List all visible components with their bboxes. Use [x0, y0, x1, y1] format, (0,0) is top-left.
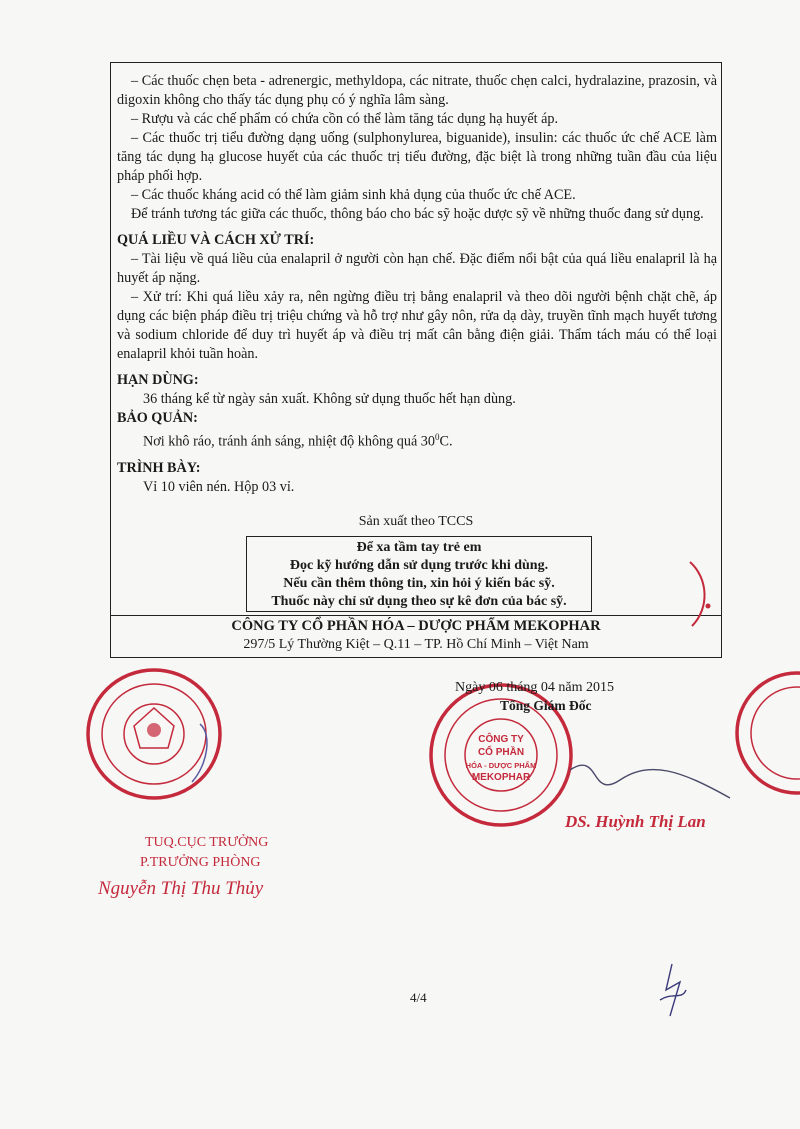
warning-line: Đọc kỹ hướng dẫn sử dụng trước khi dùng. [289, 558, 549, 573]
storage-superscript: 0 [435, 432, 440, 442]
company-address: 297/5 Lý Thường Kiệt – Q.11 – TP. Hồ Chí Minh – Việt Nam [243, 637, 589, 652]
manufacturing-standard: Sản xuất theo TCCS [358, 514, 474, 529]
ministry-stamp [82, 664, 227, 804]
shelf-life-text: 36 tháng kể từ ngày sản xuất. Không sử dụng thuốc hết hạn dùng. [143, 391, 516, 407]
left-signer-name: Nguyễn Thị Thu Thủy [98, 878, 264, 899]
overdose-paragraph-2: – Xử trí: Khi quá liều xảy ra, nên ngừng điều trị bằng enalapril và theo dõi người bệnh chặt chẽ, áp dụng các biện pháp điều trị triệu chứng và hỗ trợ như gây nôn, rửa dạ dày, truyền tĩnh mạch huyết tương và sodium chloride để duy trì huyết áp và điều trị mất cân bằng điện giải. Thẩm tách máu có thể loại enalapril khỏi tuần hoàn. [117, 289, 717, 362]
red-pen-mark [686, 560, 716, 630]
presentation-text: Vỉ 10 viên nén. Hộp 03 vỉ. [143, 478, 295, 495]
signature-scribble [560, 740, 740, 810]
interaction-paragraph-2: – Rượu và các chế phẩm có chứa cồn có thể làm tăng tác dụng hạ huyết áp. [131, 111, 559, 127]
interaction-paragraph-1: – Các thuốc chẹn beta - adrenergic, methyldopa, các nitrate, thuốc chẹn calci, hydralazine, prazosin, và digoxin không cho thấy tác dụng phụ có ý nghĩa lâm sàng. [117, 73, 717, 108]
interaction-paragraph-3: – Các thuốc trị tiểu đường dạng uống (sulphonylurea, biguanide), insulin: các thuốc ức chế ACE làm tăng tác dụng hạ glucose huyết của các thuốc trị tiểu đường, đặc biệt là trong những tuần đầu của liệu pháp phối hợp. [117, 130, 717, 184]
storage-text-main: Nơi khô ráo, tránh ánh sáng, nhiệt độ không quá 30 [143, 433, 435, 450]
storage-text [117, 428, 717, 452]
left-signer-title-2: P.TRƯỞNG PHÒNG [140, 855, 261, 870]
warning-line: Thuốc này chỉ sử dụng theo sự kê đơn của bác sỹ. [271, 594, 567, 609]
stamp-line-4: MEKOPHAR [471, 772, 531, 783]
signer-name: DS. Huỳnh Thị Lan [565, 812, 706, 831]
page-number: 4/4 [410, 990, 427, 1005]
interaction-paragraph-5: Để tránh tương tác giữa các thuốc, thông báo cho bác sỹ hoặc dược sỹ về những thuốc đang sử dụng. [131, 206, 704, 222]
stamp-line-1: CÔNG TY [478, 734, 524, 745]
stamp-line-2: CỔ PHẦN [477, 747, 525, 758]
initials-mark [652, 960, 692, 1020]
interaction-paragraph-4: – Các thuốc kháng acid có thể làm giảm sinh khả dụng của thuốc ức chế ACE. [131, 187, 576, 203]
signature-title: Tổng Giám Đốc [500, 698, 592, 713]
warning-line: Để xa tầm tay trẻ em [356, 540, 482, 555]
warning-box [246, 536, 592, 612]
presentation-heading: TRÌNH BÀY: [117, 459, 201, 476]
storage-text-unit: C. [439, 433, 453, 450]
left-signer-title-1: TUQ.CỤC TRƯỞNG [145, 835, 269, 850]
company-name: CÔNG TY CỔ PHẦN HÓA – DƯỢC PHẨM MEKOPHAR [231, 618, 601, 634]
storage-heading: BẢO QUẢN: [117, 410, 198, 426]
overdose-heading: QUÁ LIỀU VÀ CÁCH XỬ TRÍ: [117, 232, 315, 248]
overdose-paragraph-1: – Tài liệu về quá liều của enalapril ở người còn hạn chế. Đặc điểm nổi bật của quá liều enalapril là hạ huyết áp nặng. [117, 251, 717, 286]
signature-date: Ngày 06 tháng 04 năm 2015 [455, 680, 615, 695]
stamp-line-3: HÓA - DƯỢC PHẨM [465, 761, 537, 770]
document-body [117, 72, 717, 497]
company-divider [110, 615, 722, 616]
warning-line: Nếu cần thêm thông tin, xin hỏi ý kiến bác sỹ. [283, 576, 555, 591]
shelf-life-heading: HẠN DÙNG: [117, 372, 199, 388]
